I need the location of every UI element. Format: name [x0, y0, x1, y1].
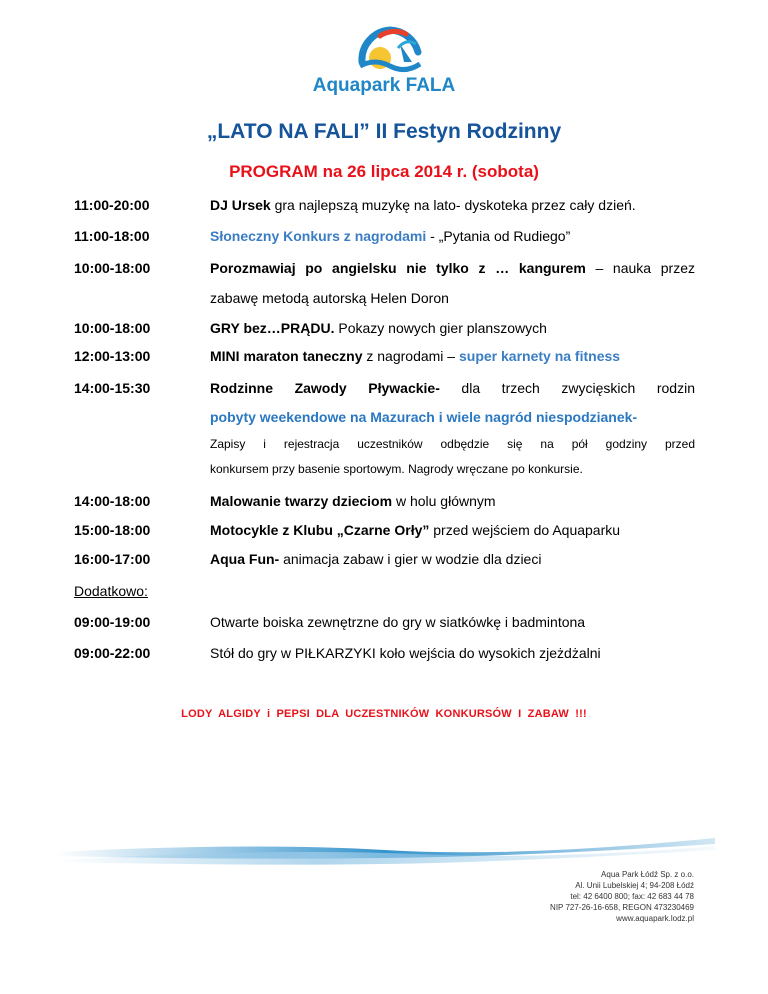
- program-text: – nauka przez: [585, 260, 695, 276]
- program-time: 16:00-17:00: [74, 551, 151, 567]
- footer-registration: NIP 727-26-16-658, REGON 473230469: [550, 903, 694, 912]
- footer-company: Aqua Park Łódź Sp. z o.o.: [601, 870, 694, 879]
- program-time: 15:00-18:00: [74, 522, 151, 538]
- program-time: 14:00-15:30: [74, 380, 151, 396]
- program-prize: pobyty weekendowe na Mazurach i wiele nagród niespodzianek-: [210, 409, 638, 425]
- program-subtitle: PROGRAM na 26 lipca 2014 r. (sobota): [229, 162, 539, 181]
- program-highlight: Porozmawiaj po angielsku nie tylko z … kangurem: [210, 260, 586, 276]
- program-text: w holu głównym: [392, 493, 496, 509]
- program-text: gra najlepszą muzykę na lato- dyskoteka przez cały dzień.: [270, 197, 636, 213]
- program-highlight: Motocykle z Klubu „Czarne Orły”: [210, 522, 430, 538]
- program-text: Pokazy nowych gier planszowych: [334, 320, 547, 336]
- additional-description: Otwarte boiska zewnętrzne do gry w siatkówkę i badmintona: [210, 614, 586, 630]
- page-title: „LATO NA FALI” II Festyn Rodzinny: [206, 120, 562, 143]
- program-description: [210, 551, 695, 567]
- additional-description: Stół do gry w PIŁKARZYKI koło wejścia do wysokich zjeżdżalni: [210, 645, 601, 661]
- program-description: [210, 260, 695, 276]
- program-description: [210, 380, 695, 396]
- program-highlight: Rodzinne Zawody Pływackie-: [210, 380, 440, 396]
- program-time: 11:00-20:00: [74, 197, 150, 213]
- program-highlight: Malowanie twarzy dzieciom: [210, 493, 393, 509]
- program-highlight: Aqua Fun-: [210, 551, 280, 567]
- program-time: 14:00-18:00: [74, 493, 151, 509]
- brand-name: Aquapark FALA: [312, 75, 456, 96]
- program-time: 10:00-18:00: [74, 320, 151, 336]
- additional-label: Dodatkowo:: [74, 583, 148, 599]
- additional-time: 09:00-22:00: [74, 645, 151, 661]
- program-note: konkursem przy basenie sportowym. Nagrody wręczane po konkursie.: [210, 462, 583, 476]
- program-description: [210, 228, 695, 244]
- program-note: Zapisy i rejestracja uczestników odbędzie się na pół godziny przed: [210, 437, 695, 451]
- program-time: 12:00-13:00: [74, 348, 151, 364]
- program-description: [210, 197, 695, 213]
- program-description: [210, 348, 695, 364]
- footer-website: www.aquapark.lodz.pl: [616, 914, 694, 923]
- company-footer: [550, 869, 694, 924]
- program-text: z nagrodami –: [362, 348, 459, 364]
- program-time: 11:00-18:00: [74, 228, 150, 244]
- program-text: dla trzech zwycięskich rodzin: [439, 380, 695, 396]
- program-highlight: GRY bez…PRĄDU.: [210, 320, 335, 336]
- program-highlight: Słoneczny Konkurs z nagrodami: [210, 228, 427, 244]
- program-description: [210, 320, 695, 336]
- program-description-cont: zabawę metodą autorską Helen Doron: [210, 290, 449, 306]
- program-description: [210, 493, 695, 509]
- footer-address: Al. Unii Lubelskiej 4; 94-208 Łódź: [575, 881, 694, 890]
- additional-time: 09:00-19:00: [74, 614, 151, 630]
- program-text: - „Pytania od Rudiego”: [426, 228, 571, 244]
- notice-banner: LODY ALGIDY i PEPSI DLA UCZESTNIKÓW KONKURSÓW I ZABAW !!!: [181, 708, 587, 720]
- aquapark-logo-icon: [340, 22, 440, 80]
- program-highlight-blue: super karnety na fitness: [458, 348, 621, 364]
- program-time: 10:00-18:00: [74, 260, 151, 276]
- program-text: animacja zabaw i gier w wodzie dla dzieci: [279, 551, 542, 567]
- program-highlight: MINI maraton taneczny: [210, 348, 363, 364]
- program-highlight: DJ Ursek: [210, 197, 271, 213]
- footer-phone: tel: 42 6400 800; fax: 42 683 44 78: [570, 892, 694, 901]
- program-text: przed wejściem do Aquaparku: [429, 522, 621, 538]
- program-description: [210, 522, 695, 538]
